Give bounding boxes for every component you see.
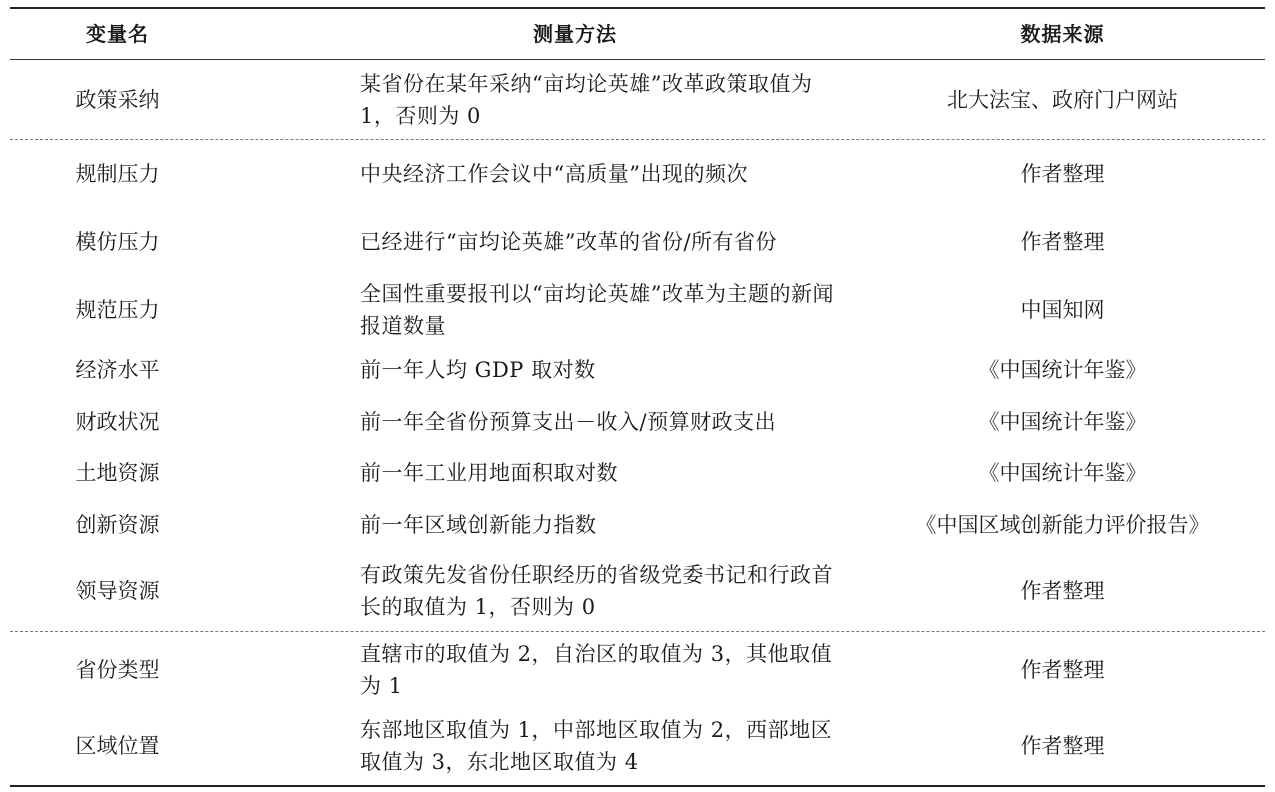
table-row bbox=[10, 499, 1265, 550]
header-measurement-method: 测量方法 bbox=[533, 22, 617, 46]
row-variable-name: 省份类型 bbox=[75, 657, 160, 682]
row-data-source: 《中国统计年鉴》 bbox=[978, 358, 1147, 382]
row-data-source: 作者整理 bbox=[1020, 162, 1105, 186]
table-row bbox=[10, 208, 1265, 276]
row-measurement-method: 前一年全省份预算支出－收入/预算财政支出 bbox=[360, 409, 777, 434]
row-data-source: 作者整理 bbox=[1020, 657, 1105, 682]
row-variable-name: 政策采纳 bbox=[75, 87, 160, 112]
row-variable-name: 模仿压力 bbox=[75, 230, 160, 254]
table-bottom-rule bbox=[10, 785, 1265, 787]
row-measurement-method: 有政策先发省份任职经历的省级党委书记和行政首长的取值为 1，否则为 0 bbox=[360, 562, 833, 619]
header-data-source: 数据来源 bbox=[1020, 22, 1105, 46]
row-data-source: 中国知网 bbox=[1020, 298, 1105, 322]
row-variable-name: 领导资源 bbox=[75, 578, 160, 603]
row-variable-name: 创新资源 bbox=[75, 512, 160, 537]
table-row bbox=[10, 140, 1265, 208]
table-row bbox=[10, 707, 1265, 785]
row-measurement-method: 全国性重要报刊以“亩均论英雄”改革为主题的新闻报道数量 bbox=[360, 282, 834, 338]
row-measurement-method: 东部地区取值为 1，中部地区取值为 2，西部地区取值为 3，东北地区取值为 4 bbox=[360, 718, 833, 774]
row-data-source: 《中国统计年鉴》 bbox=[978, 461, 1147, 485]
row-measurement-method: 前一年人均 GDP 取对数 bbox=[360, 358, 596, 382]
row-measurement-method: 已经进行“亩均论英雄”改革的省份/所有省份 bbox=[360, 230, 778, 254]
row-measurement-method: 某省份在某年采纳“亩均论英雄”改革政策取值为 1，否则为 0 bbox=[360, 71, 813, 128]
table-row bbox=[10, 60, 1265, 139]
row-data-source: 作者整理 bbox=[1020, 734, 1105, 758]
table-row bbox=[10, 447, 1265, 499]
row-variable-name: 土地资源 bbox=[75, 461, 160, 485]
row-variable-name: 区域位置 bbox=[75, 734, 160, 758]
row-data-source: 北大法宝、政府门户网站 bbox=[947, 87, 1178, 112]
table-row bbox=[10, 550, 1265, 631]
row-variable-name: 财政状况 bbox=[75, 409, 160, 434]
row-variable-name: 规制压力 bbox=[75, 162, 160, 186]
table-row bbox=[10, 276, 1265, 344]
row-data-source: 作者整理 bbox=[1020, 230, 1105, 254]
row-data-source: 作者整理 bbox=[1020, 578, 1105, 603]
row-variable-name: 经济水平 bbox=[75, 358, 160, 382]
row-data-source: 《中国统计年鉴》 bbox=[978, 409, 1147, 434]
row-data-source: 《中国区域创新能力评价报告》 bbox=[915, 512, 1210, 537]
table-row bbox=[10, 632, 1265, 707]
row-measurement-method: 前一年工业用地面积取对数 bbox=[360, 461, 618, 485]
variable-table bbox=[10, 7, 1265, 787]
table-row bbox=[10, 344, 1265, 396]
header-variable-name: 变量名 bbox=[86, 22, 149, 46]
row-measurement-method: 前一年区域创新能力指数 bbox=[360, 512, 597, 537]
table-row bbox=[10, 396, 1265, 447]
row-measurement-method: 中央经济工作会议中“高质量”出现的频次 bbox=[360, 162, 748, 186]
table-header-row bbox=[10, 9, 1265, 59]
row-measurement-method: 直辖市的取值为 2，自治区的取值为 3，其他取值为 1 bbox=[360, 641, 833, 698]
row-variable-name: 规范压力 bbox=[75, 298, 160, 322]
